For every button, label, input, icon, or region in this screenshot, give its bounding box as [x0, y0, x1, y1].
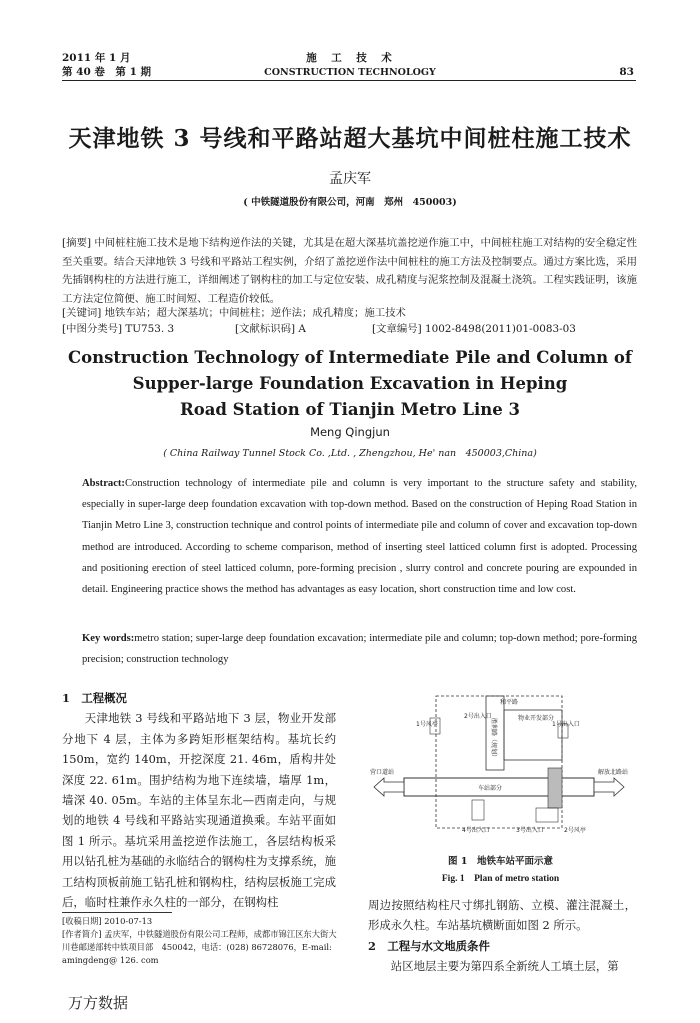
arrow-right-station [594, 778, 624, 796]
affiliation-cn: ( 中铁隧道股份有限公司，河南 郑州 450003) [243, 197, 457, 208]
figure-caption-en: Fig. 1 Plan of metro station [441, 874, 560, 884]
title-en-line-2: Supper-large Foundation Excavation in Heping [132, 374, 568, 393]
label-heping-road: 和平路 [500, 699, 519, 706]
label-exit-2: 2号出入口 [464, 713, 492, 720]
title-cn: 天津地铁 3 号线和平路站超大基坑中间桩柱施工技术 [68, 125, 632, 152]
label-wind-1: 1号风亭 [416, 721, 438, 728]
section-1-body: 天津地铁 3 号线和平路站地下 3 层，物业开发部分地下 4 层，主体为多跨矩形框架结构。基坑长约 150m，宽约 140m，开挖深度 21. 46m，盾构井处深度 22. 61m。围护结构为地下连续墙，墙厚 1m，墙深 40. 05m。车站的主体呈东北—西南走向，与规划的地铁 4 号线和平路站实现通道换乘。车站平面如图 1 所示。基坑采用盖挖逆作法施工，各层结构板采用以钻孔桩为基础的永临结合的钢构柱为支撑系统，施工结构顶板前施工钻孔桩和钢构柱，结构层板施工完成后，临时柱兼作永久柱的一部分，在钢构柱 [62, 711, 336, 910]
label-exit-3: 3号出入口 [516, 827, 544, 834]
section-2-title: 2 工程与水文地质条件 [368, 938, 490, 953]
author-en: Meng Qingjun [310, 425, 390, 439]
plan-exit-4 [472, 800, 484, 820]
header-date: 2011 年 1 月 [62, 52, 131, 64]
affiliation-en: ( China Railway Tunnel Stock Co. ,Ltd. , Zhengzhou, He' nan 450003,China) [163, 448, 537, 459]
keywords-en [82, 628, 637, 670]
section-2-body: 站区地层主要为第四系全新统人工填土层，第 [390, 959, 619, 974]
header-journal-en: CONSTRUCTION TECHNOLOGY [264, 67, 436, 78]
abstract-cn: [摘要] 中间桩柱施工技术是地下结构逆作法的关键，尤其是在超大深基坑盖挖逆作施工中，中间桩柱施工对结构的安全稳定性至关重要。结合天津地铁 3 号线和平路站工程实例，介绍了盖挖逆作法中间桩柱的施工方法及控制要点。通过方案比选，采用先插钢构柱的方法进行施工，详细阐述了钢构柱的加工与定位安装、成孔精度与泥浆控制及混凝土浇筑。工程实践证明，该施工方法定位简便、施工时间短、工程造价较低。 [62, 237, 637, 305]
keywords-en-label: Key words: [82, 633, 135, 644]
article-number: [文章编号] 1002-8498(2011)01-0083-03 [372, 323, 576, 335]
header-volume: 第 40 卷 第 1 期 [62, 66, 152, 78]
keywords-en-text: metro station; super-large deep foundation excavation; intermediate pile and column; top-down method; pore-forming precision; construction technology [82, 633, 637, 666]
watermark: 万方数据 [68, 994, 129, 1012]
right-continuation: 周边按照结构柱尺寸绑扎钢筋、立模、灌注混凝土，形成永久柱。车站基坑横断面如图 2 所示。 [368, 898, 636, 933]
title-en [0, 345, 700, 423]
figure-caption-cn: 图 1 地铁车站平面示意 [448, 856, 553, 867]
label-wind-2: 2号风亭 [564, 827, 586, 834]
abstract-en-text: Construction technology of intermediate pile and column is very important to the structure safety and stability, especially in super-large deep foundation excavation with top-down method. Based on the construction of Heping Road Station in Tianjin Metro Line 3, construction technique and control points of intermediate pile and column of cover and excavation top-down method are introduced. According to scheme comparison, method of inserting steel latticed column first is adopted. Processing and positioning erection of steel latticed column, pore-forming precision , slurry control and concrete pouring are expounded in detail. Engineering practice shows the method has advantages as easy location, short construction time and low cost. [82, 478, 637, 596]
label-exit-1: 1号出入口 [552, 721, 580, 728]
footnote-author: [作者简介] 孟庆军，中铁隧道股份有限公司工程师，成都市锦江区东大街大川巷邮递部转中铁项目部 450042，电话：(028) 86728076，E-mail: amingdeng@ 126. com [62, 929, 337, 965]
abstract-en [82, 473, 637, 600]
station-plan-diagram [368, 690, 633, 840]
label-exit-4: 4号出入口 [462, 827, 490, 834]
footnote-rule [62, 912, 172, 913]
header-rule [62, 80, 636, 81]
section-1-title: 1 工程概况 [62, 691, 127, 705]
label-property: 物业开发部分 [518, 715, 555, 722]
plan-exit-3 [536, 808, 558, 822]
label-jiefang-station: 解放北路站 [598, 769, 629, 776]
author-cn: 孟庆军 [329, 171, 371, 187]
label-station-body: 车站部分 [478, 785, 503, 792]
page-number: 83 [619, 66, 634, 78]
label-shengli-road: 胜利路（规划） [490, 718, 497, 761]
footnote [62, 915, 337, 967]
clc-number: [中图分类号] TU753. 3 [62, 323, 175, 335]
abstract-en-label: Abstract: [82, 478, 125, 489]
figure-1-station-plan [368, 690, 633, 840]
title-en-line-3: Road Station of Tianjin Metro Line 3 [179, 400, 521, 419]
keywords-cn: [关键词] 地铁车站；超大深基坑；中间桩柱；逆作法；成孔精度；施工技术 [62, 307, 406, 319]
label-yingkou-station: 营口道站 [370, 769, 395, 776]
title-en-line-1: Construction Technology of Intermediate Pile and Column of [67, 348, 633, 367]
right-column [368, 895, 636, 977]
document-code: [文献标识码] A [235, 323, 306, 335]
header-journal-cn: 施 工 技 术 [306, 52, 394, 64]
plan-shaft [548, 768, 562, 808]
left-column [62, 688, 336, 912]
arrow-left-station [374, 778, 404, 796]
footnote-received: [收稿日期] 2010-07-13 [62, 916, 153, 926]
